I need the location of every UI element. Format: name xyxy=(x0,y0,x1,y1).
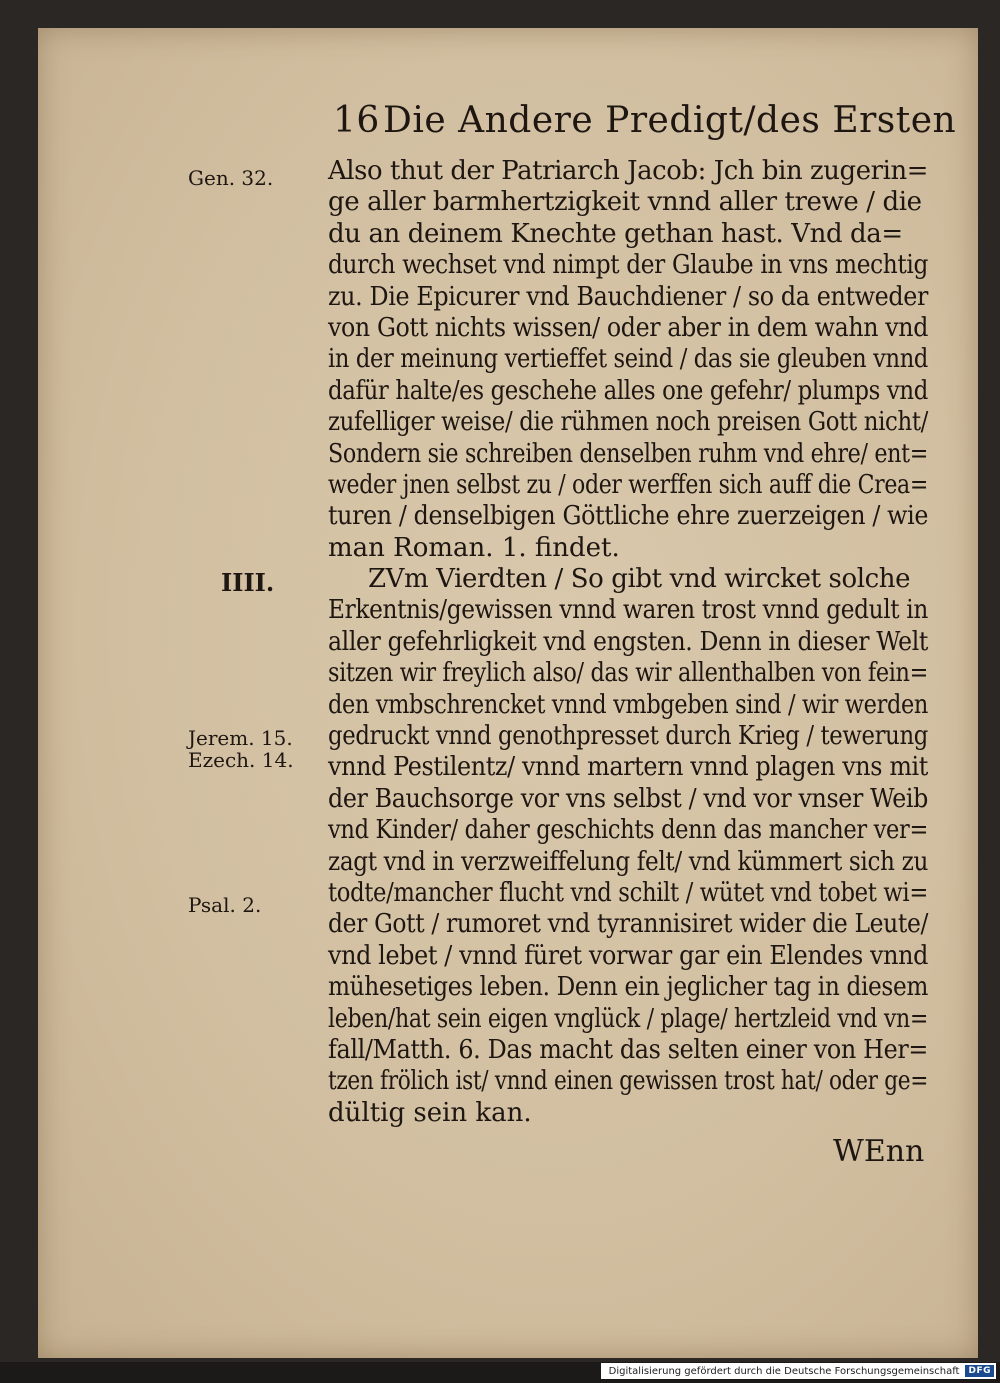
text-line: der Gott / rumoret vnd tyrannisiret wider die Leute/ xyxy=(328,909,928,940)
text-line: mühesetiges leben. Denn ein jeglicher tag in diesem xyxy=(328,972,928,1003)
text-line: dültig sein kan. xyxy=(328,1097,532,1128)
page-number: 16 xyxy=(333,100,380,141)
text-line: ge aller barmhertzigkeit vnnd aller trewe / die xyxy=(328,187,922,218)
text-line: tzen frölich ist/ vnnd einen gewissen trost hat/ oder ge= xyxy=(328,1066,928,1097)
text-line: zufelliger weise/ die rühmen noch preisen Gott nicht/ xyxy=(328,407,928,438)
text-line: todte/mancher flucht vnd schilt / wütet vnd tobet wi= xyxy=(328,877,928,908)
margin-note-ezech: Ezech. 14. xyxy=(188,748,294,772)
text-line: man Roman. 1. findet. xyxy=(328,532,620,563)
text-line: aller gefehrligkeit vnd engsten. Denn in dieser Welt xyxy=(328,626,928,657)
text-line: vnd lebet / vnnd füret vorwar gar ein Elendes vnnd xyxy=(328,940,928,971)
text-line: Also thut der Patriarch Jacob: Jch bin zugerin= xyxy=(328,156,928,186)
text-line: dafür halte/es geschehe alles one gefehr/ plumps vnd xyxy=(328,375,928,406)
text-line: zagt vnd in verzweiffelung felt/ vnd kümmert sich zu xyxy=(328,846,928,877)
text-line: turen / denselbigen Göttliche ehre zuerzeigen / wie xyxy=(328,501,928,532)
text-line: in der meinung vertieffet seind / das sie gleuben vnnd xyxy=(328,344,928,375)
digitization-credit xyxy=(601,1363,996,1379)
text-line: den vmbschrencket vnnd vmbgeben sind / wir werden xyxy=(328,689,928,720)
margin-note-section-number: IIII. xyxy=(221,568,275,597)
text-line: Erkentnis/gewissen vnnd waren trost vnnd gedult in xyxy=(328,595,928,626)
text-line: gedruckt vnnd genothpresset durch Krieg / tewerung xyxy=(328,721,928,752)
text-line: sitzen wir freylich also/ das wir allenthalben von fein= xyxy=(328,658,928,689)
body-text xyxy=(328,156,928,1129)
text-line: vnnd Pestilentz/ vnnd martern vnnd plagen vns mit xyxy=(328,752,928,783)
book-page xyxy=(38,28,978,1358)
text-line: durch wechset vnd nimpt der Glaube in vns mechtig xyxy=(328,250,928,281)
margin-note-psal: Psal. 2. xyxy=(188,893,262,917)
text-line: vnd Kinder/ daher geschichts denn das mancher ver= xyxy=(328,815,928,846)
text-line: zu. Die Epicurer vnd Bauchdiener / so da entweder xyxy=(328,281,928,312)
text-line: weder jnen selbst zu / oder werffen sich auff die Crea= xyxy=(328,469,928,500)
running-head: Die Andere Predigt/des Ersten xyxy=(383,100,957,141)
credit-text: Digitalisierung gefördert durch die Deutsche Forschungsgemeinschaft xyxy=(608,1365,960,1377)
text-line: Sondern sie schreiben denselben ruhm vnd ehre/ ent= xyxy=(328,438,928,469)
paragraph-start-line: ZVm Vierdten / So gibt vnd wircket solche xyxy=(368,564,911,595)
catchword: WEnn xyxy=(833,1134,925,1169)
text-line: leben/hat sein eigen vnglück / plage/ hertzleid vnd vn= xyxy=(328,1003,928,1034)
text-line: von Gott nichts wissen/ oder aber in dem wahn vnd xyxy=(328,312,928,343)
dfg-logo-icon: DFG xyxy=(965,1365,994,1377)
text-line: fall/Matth. 6. Das macht das selten einer von Her= xyxy=(328,1034,928,1065)
text-line: du an deinem Knechte gethan hast. Vnd da= xyxy=(328,218,903,249)
text-line: der Bauchsorge vor vns selbst / vnd vor vnser Weib xyxy=(328,783,928,814)
margin-note-gen: Gen. 32. xyxy=(188,166,274,190)
margin-note-jerem: Jerem. 15. xyxy=(188,726,293,750)
page-header xyxy=(333,100,957,150)
